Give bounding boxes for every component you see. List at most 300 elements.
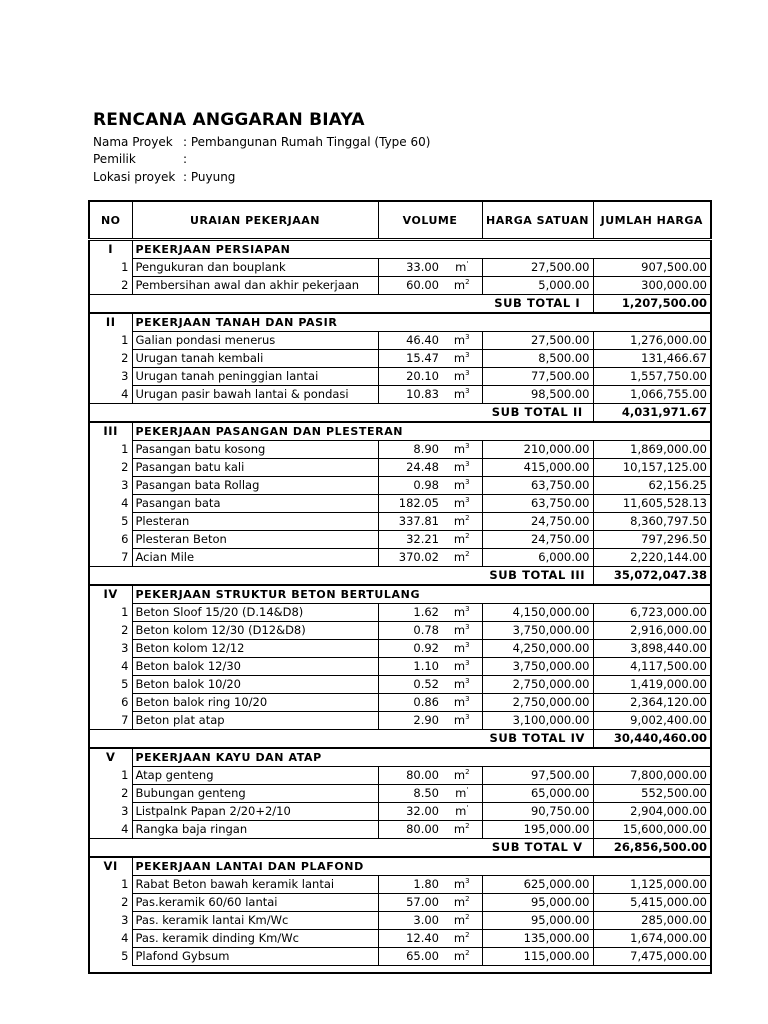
item-total-price: 1,869,000.00 [593, 441, 711, 459]
unit-superscript: ' [466, 786, 469, 795]
item-unit [442, 676, 482, 694]
item-number: 2 [89, 785, 132, 803]
unit-text: m [453, 387, 466, 401]
unit-superscript: ' [466, 260, 469, 269]
item-unit [442, 821, 482, 839]
unit-superscript: 3 [465, 659, 470, 668]
unit-superscript: 3 [465, 478, 470, 487]
unit-superscript: 3 [465, 333, 470, 342]
item-description: Atap genteng [132, 767, 378, 785]
table-header-row [89, 201, 711, 240]
item-volume: 32.21 [378, 531, 442, 549]
subtotal-spacer [89, 839, 482, 858]
unit-text: m [453, 949, 466, 963]
section-row [89, 585, 711, 604]
section-title: PEKERJAAN TANAH DAN PASIR [132, 313, 711, 332]
item-total-price: 6,723,000.00 [593, 604, 711, 622]
unit-superscript: 2 [465, 768, 470, 777]
item-description: Pasangan batu kali [132, 459, 378, 477]
table-row [89, 785, 711, 803]
item-description: Pasangan bata Rollag [132, 477, 378, 495]
section-number: I [89, 240, 132, 259]
item-unit-price: 2,750,000.00 [482, 694, 593, 712]
table-row [89, 622, 711, 640]
subtotal-spacer [89, 295, 482, 314]
item-number: 1 [89, 259, 132, 277]
unit-text: m [453, 532, 466, 546]
subtotal-row [89, 730, 711, 749]
unit-superscript: 3 [465, 460, 470, 469]
unit-superscript: 2 [465, 913, 470, 922]
item-unit-price: 415,000.00 [482, 459, 593, 477]
item-number: 1 [89, 441, 132, 459]
item-total-price: 7,800,000.00 [593, 767, 711, 785]
item-volume: 8.50 [378, 785, 442, 803]
unit-text: m [453, 460, 466, 474]
item-unit [442, 459, 482, 477]
item-total-price: 1,557,750.00 [593, 368, 711, 386]
table-row [89, 694, 711, 712]
item-unit [442, 604, 482, 622]
section-row [89, 313, 711, 332]
unit-superscript: 2 [465, 822, 470, 831]
item-unit [442, 803, 482, 821]
unit-text: m [455, 786, 467, 800]
item-volume: 20.10 [378, 368, 442, 386]
table-end-spacer [89, 966, 711, 974]
item-number: 3 [89, 640, 132, 658]
item-volume: 65.00 [378, 948, 442, 966]
meta-label: Lokasi proyek [93, 170, 176, 184]
item-description: Acian Mile [132, 549, 378, 567]
table-row [89, 604, 711, 622]
subtotal-row [89, 295, 711, 314]
section-row [89, 748, 711, 767]
item-unit [442, 259, 482, 277]
item-unit-price: 95,000.00 [482, 912, 593, 930]
table-row [89, 477, 711, 495]
item-total-price: 797,296.50 [593, 531, 711, 549]
item-total-price: 907,500.00 [593, 259, 711, 277]
item-volume: 24.48 [378, 459, 442, 477]
item-total-price: 1,674,000.00 [593, 930, 711, 948]
unit-superscript: 3 [465, 496, 470, 505]
meta-label: Nama Proyek [93, 135, 173, 149]
unit-superscript: 2 [465, 550, 470, 559]
table-row [89, 441, 711, 459]
item-number: 3 [89, 803, 132, 821]
subtotal-label: SUB TOTAL V [482, 839, 593, 858]
item-unit-price: 210,000.00 [482, 441, 593, 459]
item-unit [442, 694, 482, 712]
item-unit-price: 5,000.00 [482, 277, 593, 295]
item-description: Beton balok 10/20 [132, 676, 378, 694]
item-number: 3 [89, 912, 132, 930]
item-unit-price: 90,750.00 [482, 803, 593, 821]
item-number: 1 [89, 876, 132, 894]
unit-text: m [453, 677, 466, 691]
item-number: 3 [89, 368, 132, 386]
item-volume: 32.00 [378, 803, 442, 821]
item-total-price: 1,125,000.00 [593, 876, 711, 894]
item-unit [442, 712, 482, 730]
table-row [89, 531, 711, 549]
section-title: PEKERJAAN PERSIAPAN [132, 240, 711, 259]
item-number: 4 [89, 495, 132, 513]
item-description: Bubungan genteng [132, 785, 378, 803]
item-volume: 33.00 [378, 259, 442, 277]
table-row [89, 277, 711, 295]
table-row [89, 386, 711, 404]
unit-superscript: 3 [465, 623, 470, 632]
item-total-price: 1,066,755.00 [593, 386, 711, 404]
unit-text: m [455, 260, 467, 274]
item-description: Listpalnk Papan 2/20+2/10 [132, 803, 378, 821]
item-unit [442, 767, 482, 785]
table-row [89, 368, 711, 386]
unit-superscript: 2 [465, 895, 470, 904]
item-volume: 0.98 [378, 477, 442, 495]
item-unit [442, 640, 482, 658]
table-row [89, 821, 711, 839]
header-no: NO [89, 201, 132, 240]
item-unit [442, 912, 482, 930]
item-description: Plafond Gybsum [132, 948, 378, 966]
unit-text: m [453, 877, 466, 891]
subtotal-label: SUB TOTAL III [482, 567, 593, 586]
item-volume: 0.92 [378, 640, 442, 658]
item-number: 2 [89, 350, 132, 368]
spacer-cell [89, 966, 711, 974]
item-volume: 0.52 [378, 676, 442, 694]
table-row [89, 876, 711, 894]
item-unit-price: 195,000.00 [482, 821, 593, 839]
table-row [89, 549, 711, 567]
section-number: VI [89, 857, 132, 876]
table-row [89, 803, 711, 821]
item-description: Plesteran Beton [132, 531, 378, 549]
subtotal-amount: 30,440,460.00 [593, 730, 711, 749]
item-description: Pasangan bata [132, 495, 378, 513]
item-number: 4 [89, 930, 132, 948]
table-row [89, 459, 711, 477]
item-unit [442, 368, 482, 386]
subtotal-amount: 1,207,500.00 [593, 295, 711, 314]
item-total-price: 131,466.67 [593, 350, 711, 368]
section-title: PEKERJAAN PASANGAN DAN PLESTERAN [132, 422, 711, 441]
item-total-price: 8,360,797.50 [593, 513, 711, 531]
item-volume: 182.05 [378, 495, 442, 513]
item-total-price: 285,000.00 [593, 912, 711, 930]
item-total-price: 5,415,000.00 [593, 894, 711, 912]
item-unit-price: 27,500.00 [482, 332, 593, 350]
unit-superscript: 3 [465, 695, 470, 704]
item-description: Galian pondasi menerus [132, 332, 378, 350]
unit-text: m [453, 369, 466, 383]
subtotal-amount: 4,031,971.67 [593, 404, 711, 423]
item-volume: 3.00 [378, 912, 442, 930]
unit-text: m [453, 931, 466, 945]
item-total-price: 4,117,500.00 [593, 658, 711, 676]
unit-superscript: 3 [465, 641, 470, 650]
unit-text: m [453, 278, 466, 292]
meta-owner [93, 152, 187, 166]
unit-text: m [453, 713, 466, 727]
item-total-price: 1,419,000.00 [593, 676, 711, 694]
subtotal-row [89, 567, 711, 586]
unit-text: m [453, 822, 466, 836]
item-unit [442, 549, 482, 567]
table-row [89, 332, 711, 350]
unit-text: m [453, 768, 466, 782]
item-description: Beton Sloof 15/20 (D.14&D8) [132, 604, 378, 622]
item-volume: 1.62 [378, 604, 442, 622]
item-unit-price: 8,500.00 [482, 350, 593, 368]
item-total-price: 7,475,000.00 [593, 948, 711, 966]
table-row [89, 912, 711, 930]
item-unit-price: 65,000.00 [482, 785, 593, 803]
subtotal-label: SUB TOTAL IV [482, 730, 593, 749]
unit-text: m [453, 478, 466, 492]
item-total-price: 11,605,528.13 [593, 495, 711, 513]
item-number: 6 [89, 694, 132, 712]
subtotal-row [89, 404, 711, 423]
subtotal-amount: 26,856,500.00 [593, 839, 711, 858]
item-description: Beton balok ring 10/20 [132, 694, 378, 712]
subtotal-row [89, 839, 711, 858]
item-description: Beton kolom 12/12 [132, 640, 378, 658]
item-description: Plesteran [132, 513, 378, 531]
item-description: Beton kolom 12/30 (D12&D8) [132, 622, 378, 640]
item-number: 2 [89, 459, 132, 477]
item-unit-price: 6,000.00 [482, 549, 593, 567]
subtotal-label: SUB TOTAL II [482, 404, 593, 423]
item-volume: 1.80 [378, 876, 442, 894]
item-total-price: 15,600,000.00 [593, 821, 711, 839]
item-volume: 2.90 [378, 712, 442, 730]
item-number: 1 [89, 332, 132, 350]
unit-text: m [453, 659, 466, 673]
item-description: Beton balok 12/30 [132, 658, 378, 676]
item-number: 4 [89, 658, 132, 676]
item-description: Urugan tanah peninggian lantai [132, 368, 378, 386]
item-unit [442, 386, 482, 404]
item-number: 2 [89, 277, 132, 295]
unit-text: m [453, 623, 466, 637]
item-number: 1 [89, 604, 132, 622]
budget-table [88, 200, 712, 974]
item-volume: 80.00 [378, 821, 442, 839]
table-row [89, 350, 711, 368]
item-unit-price: 63,750.00 [482, 477, 593, 495]
unit-superscript: 3 [465, 877, 470, 886]
item-unit-price: 97,500.00 [482, 767, 593, 785]
item-volume: 10.83 [378, 386, 442, 404]
item-total-price: 10,157,125.00 [593, 459, 711, 477]
item-unit [442, 785, 482, 803]
header-jumlah-harga: JUMLAH HARGA [593, 201, 711, 240]
unit-text: m [453, 605, 466, 619]
meta-value: : Pembangunan Rumah Tinggal (Type 60) [183, 135, 431, 149]
unit-superscript: 3 [465, 351, 470, 360]
table-row [89, 930, 711, 948]
item-number: 5 [89, 676, 132, 694]
item-unit-price: 625,000.00 [482, 876, 593, 894]
item-unit [442, 622, 482, 640]
section-row [89, 240, 711, 259]
meta-project-name [93, 135, 430, 149]
item-number: 1 [89, 767, 132, 785]
item-volume: 57.00 [378, 894, 442, 912]
table-row [89, 640, 711, 658]
item-description: Pas. keramik dinding Km/Wc [132, 930, 378, 948]
section-title: PEKERJAAN STRUKTUR BETON BERTULANG [132, 585, 711, 604]
subtotal-label: SUB TOTAL I [482, 295, 593, 314]
item-unit-price: 4,250,000.00 [482, 640, 593, 658]
item-total-price: 300,000.00 [593, 277, 711, 295]
item-unit-price: 115,000.00 [482, 948, 593, 966]
subtotal-spacer [89, 404, 482, 423]
item-number: 3 [89, 477, 132, 495]
item-description: Pembersihan awal dan akhir pekerjaan [132, 277, 378, 295]
item-volume: 46.40 [378, 332, 442, 350]
section-number: V [89, 748, 132, 767]
item-total-price: 3,898,440.00 [593, 640, 711, 658]
item-total-price: 2,904,000.00 [593, 803, 711, 821]
item-number: 2 [89, 894, 132, 912]
item-number: 7 [89, 712, 132, 730]
item-total-price: 1,276,000.00 [593, 332, 711, 350]
item-number: 2 [89, 622, 132, 640]
item-volume: 337.81 [378, 513, 442, 531]
unit-superscript: ' [466, 804, 469, 813]
item-unit-price: 3,750,000.00 [482, 658, 593, 676]
unit-superscript: 2 [465, 949, 470, 958]
item-description: Pas.keramik 60/60 lantai [132, 894, 378, 912]
meta-location [93, 170, 235, 184]
item-unit [442, 495, 482, 513]
item-volume: 8.90 [378, 441, 442, 459]
unit-superscript: 3 [465, 677, 470, 686]
item-volume: 12.40 [378, 930, 442, 948]
document-title: RENCANA ANGGARAN BIAYA [93, 110, 365, 130]
item-total-price: 2,220,144.00 [593, 549, 711, 567]
item-unit [442, 930, 482, 948]
unit-text: m [453, 514, 466, 528]
unit-text: m [453, 641, 466, 655]
item-unit-price: 77,500.00 [482, 368, 593, 386]
item-description: Rabat Beton bawah keramik lantai [132, 876, 378, 894]
unit-superscript: 2 [465, 514, 470, 523]
unit-superscript: 2 [465, 532, 470, 541]
item-volume: 80.00 [378, 767, 442, 785]
table-body [89, 240, 711, 974]
section-row [89, 422, 711, 441]
item-description: Rangka baja ringan [132, 821, 378, 839]
item-unit [442, 948, 482, 966]
unit-superscript: 3 [465, 442, 470, 451]
item-unit [442, 332, 482, 350]
item-unit-price: 98,500.00 [482, 386, 593, 404]
unit-superscript: 3 [465, 369, 470, 378]
header-uraian: URAIAN PEKERJAAN [132, 201, 378, 240]
item-unit [442, 350, 482, 368]
item-description: Pengukuran dan bouplank [132, 259, 378, 277]
section-row [89, 857, 711, 876]
item-unit-price: 2,750,000.00 [482, 676, 593, 694]
table-row [89, 495, 711, 513]
unit-text: m [455, 804, 467, 818]
header-volume: VOLUME [378, 201, 482, 240]
item-description: Urugan tanah kembali [132, 350, 378, 368]
item-unit [442, 894, 482, 912]
item-unit-price: 3,100,000.00 [482, 712, 593, 730]
item-number: 5 [89, 948, 132, 966]
item-volume: 15.47 [378, 350, 442, 368]
item-description: Beton plat atap [132, 712, 378, 730]
unit-superscript: 3 [465, 713, 470, 722]
unit-text: m [453, 550, 466, 564]
item-total-price: 62,156.25 [593, 477, 711, 495]
item-unit-price: 27,500.00 [482, 259, 593, 277]
unit-text: m [453, 351, 466, 365]
item-unit [442, 277, 482, 295]
unit-text: m [453, 695, 466, 709]
item-unit [442, 658, 482, 676]
table-row [89, 894, 711, 912]
item-unit-price: 63,750.00 [482, 495, 593, 513]
item-unit [442, 441, 482, 459]
table-row [89, 513, 711, 531]
subtotal-amount: 35,072,047.38 [593, 567, 711, 586]
unit-superscript: 2 [465, 278, 470, 287]
unit-superscript: 3 [465, 387, 470, 396]
table-row [89, 658, 711, 676]
item-unit [442, 531, 482, 549]
item-volume: 0.86 [378, 694, 442, 712]
table-row [89, 712, 711, 730]
table-row [89, 948, 711, 966]
item-total-price: 9,002,400.00 [593, 712, 711, 730]
unit-text: m [453, 442, 466, 456]
table-row [89, 259, 711, 277]
item-unit [442, 513, 482, 531]
item-total-price: 2,916,000.00 [593, 622, 711, 640]
item-unit-price: 3,750,000.00 [482, 622, 593, 640]
unit-text: m [453, 913, 466, 927]
table-row [89, 676, 711, 694]
item-unit-price: 95,000.00 [482, 894, 593, 912]
subtotal-spacer [89, 730, 482, 749]
item-unit-price: 135,000.00 [482, 930, 593, 948]
item-volume: 60.00 [378, 277, 442, 295]
item-description: Urugan pasir bawah lantai & pondasi [132, 386, 378, 404]
item-unit-price: 4,150,000.00 [482, 604, 593, 622]
section-title: PEKERJAAN KAYU DAN ATAP [132, 748, 711, 767]
item-unit-price: 24,750.00 [482, 513, 593, 531]
item-total-price: 2,364,120.00 [593, 694, 711, 712]
section-number: II [89, 313, 132, 332]
unit-superscript: 3 [465, 605, 470, 614]
meta-value: : [183, 152, 188, 166]
item-number: 4 [89, 386, 132, 404]
section-title: PEKERJAAN LANTAI DAN PLAFOND [132, 857, 711, 876]
item-unit [442, 477, 482, 495]
item-total-price: 552,500.00 [593, 785, 711, 803]
item-volume: 1.10 [378, 658, 442, 676]
item-number: 7 [89, 549, 132, 567]
unit-text: m [453, 496, 466, 510]
